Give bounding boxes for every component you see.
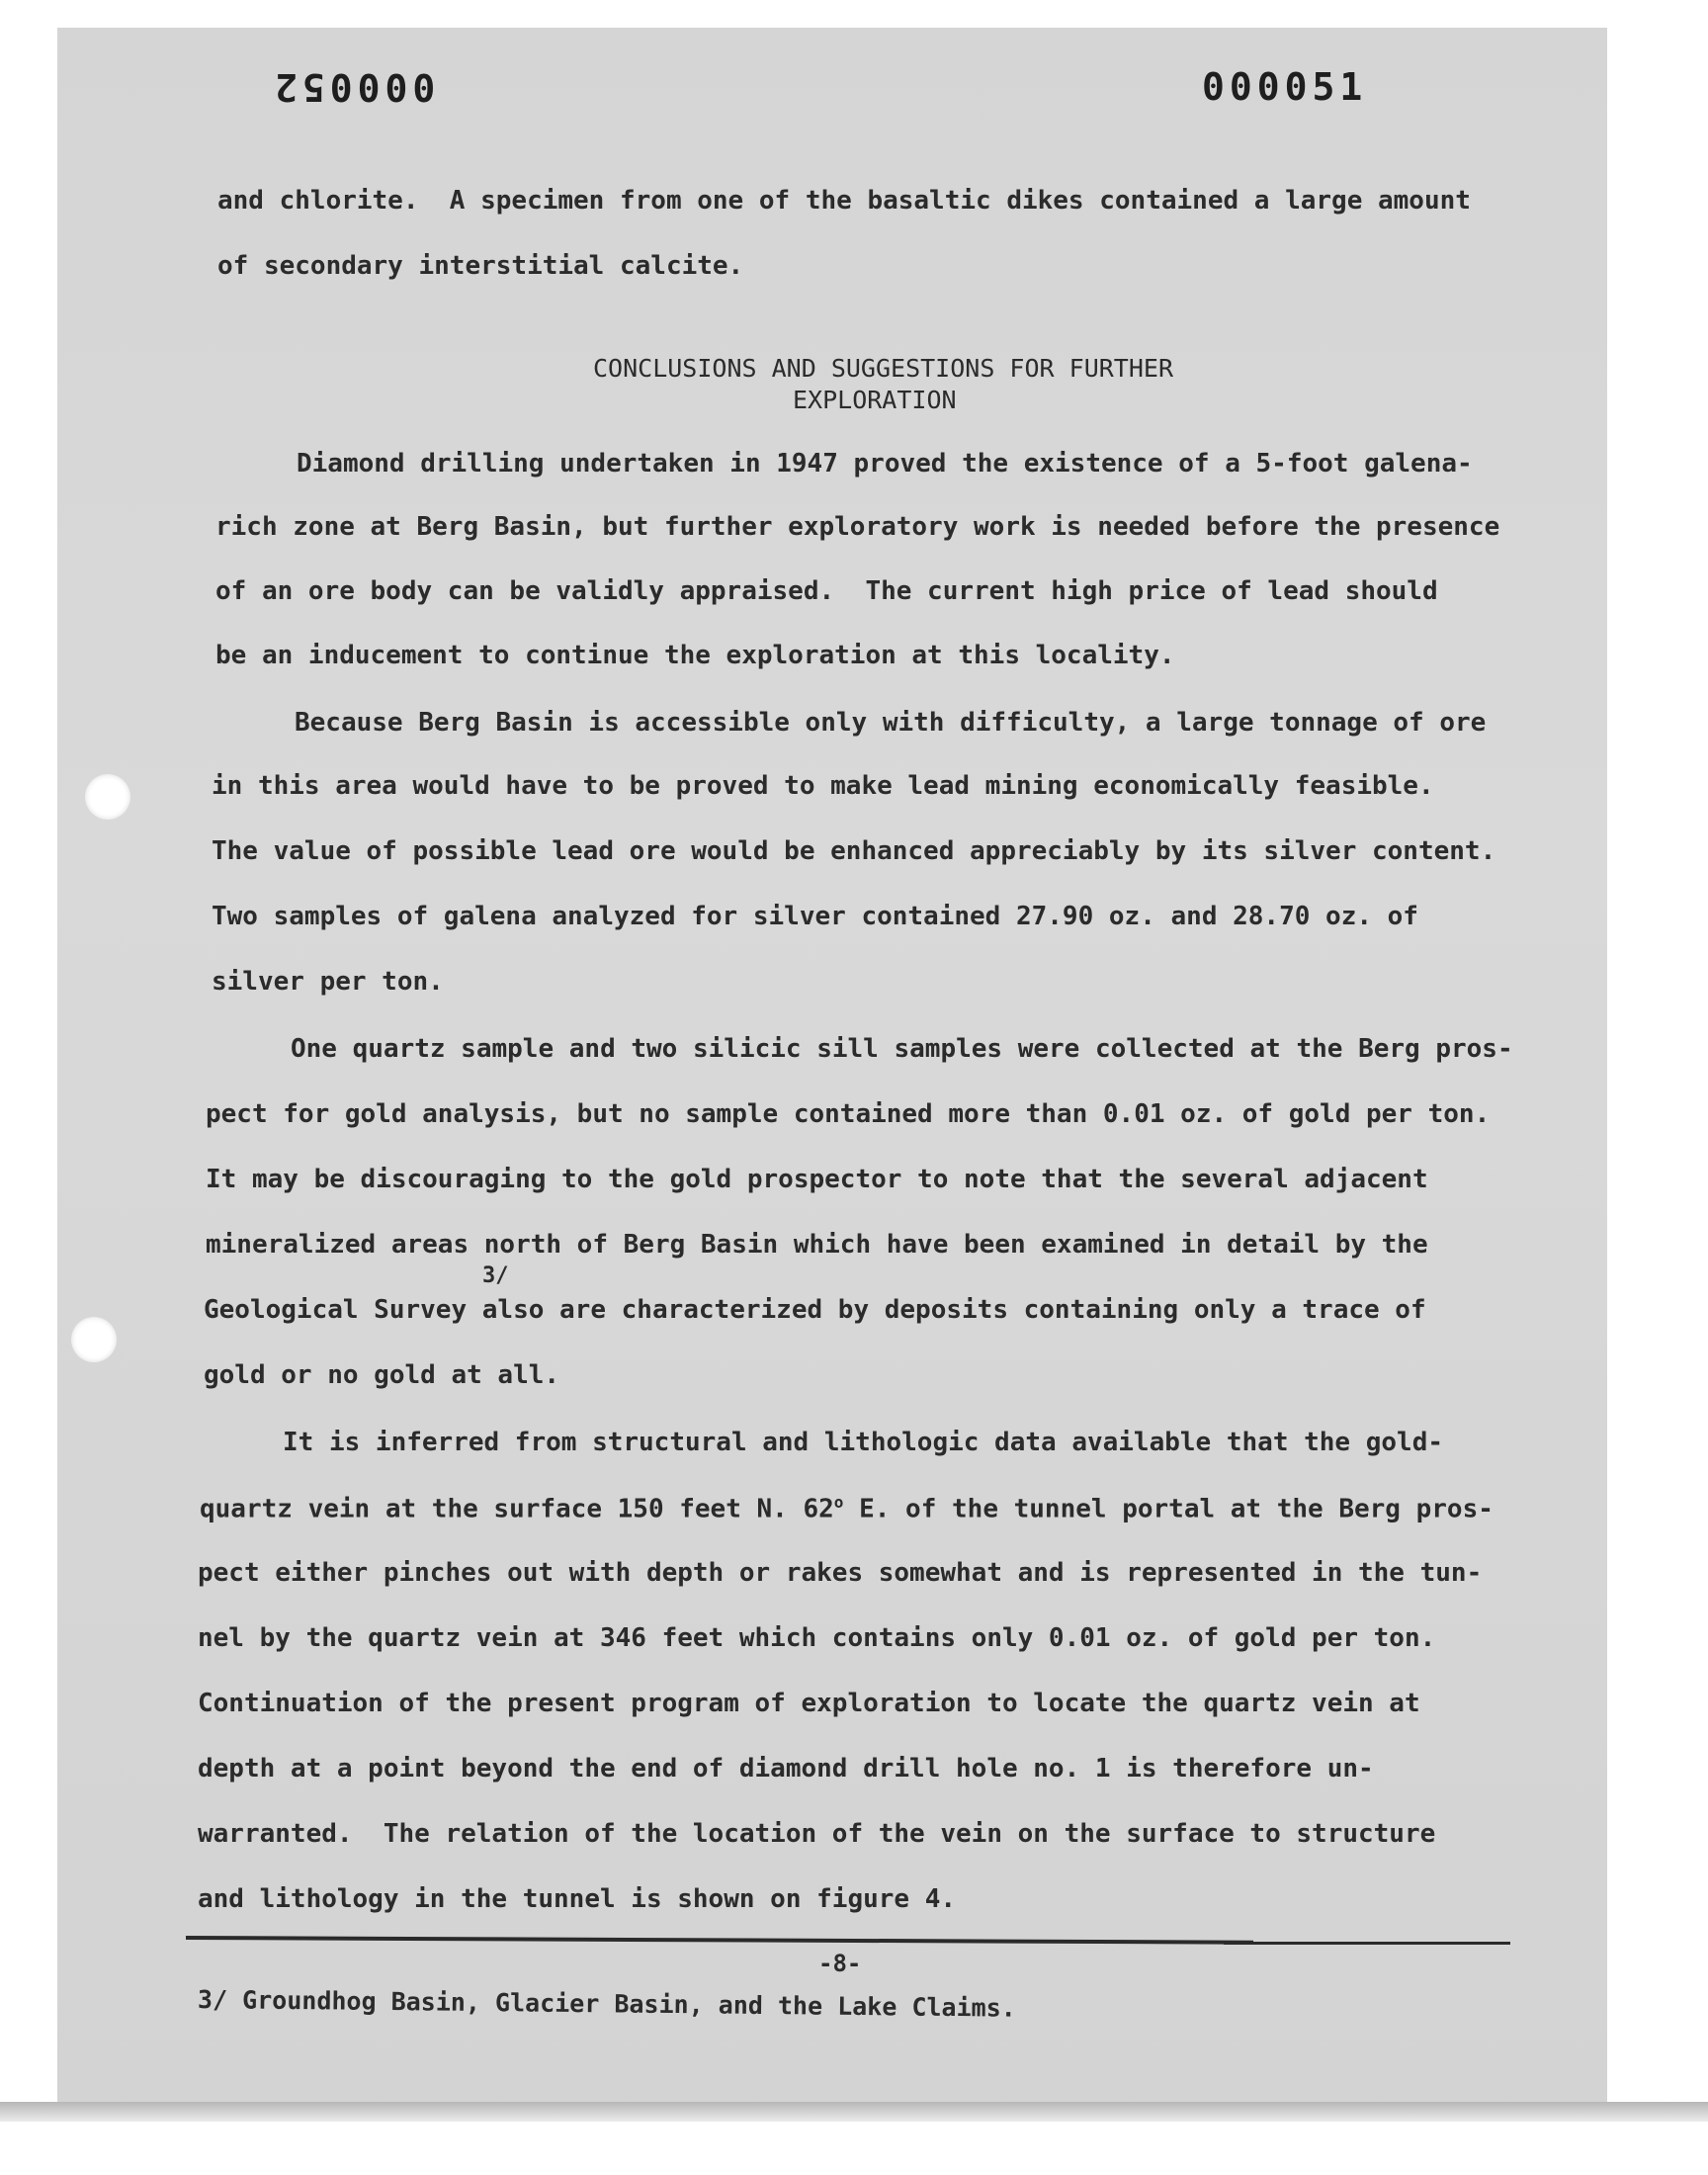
degree-symbol: o <box>833 1493 844 1512</box>
body-line-part: quartz vein at the surface 150 feet N. 62 <box>200 1494 834 1524</box>
body-line: of an ore body can be validly appraised. The current high price of lead should <box>215 576 1438 606</box>
footnote-reference: 3/ <box>482 1263 509 1288</box>
document-page <box>57 28 1607 2104</box>
body-line: One quartz sample and two silicic sill samples were collected at the Berg pros- <box>291 1034 1513 1064</box>
section-heading-line1: CONCLUSIONS AND SUGGESTIONS FOR FURTHER <box>593 354 1173 383</box>
body-line: gold or no gold at all. <box>204 1360 560 1390</box>
body-line: in this area would have to be proved to make lead mining economically feasible. <box>212 771 1434 801</box>
body-line-part: E. of the tunnel portal at the Berg pros- <box>859 1494 1494 1524</box>
stamp-number-inverted: 000052 <box>270 65 436 109</box>
body-line: Continuation of the present program of exploration to locate the quartz vein at <box>198 1689 1420 1718</box>
body-line: rich zone at Berg Basin, but further exploratory work is needed before the presence <box>215 512 1500 542</box>
stamp-number: 000051 <box>1202 65 1368 109</box>
body-line: silver per ton. <box>212 967 444 997</box>
punch-hole-bottom <box>71 1317 117 1362</box>
body-line: pect for gold analysis, but no sample contained more than 0.01 oz. of gold per ton. <box>206 1099 1491 1129</box>
page-number: -8- <box>818 1950 862 1977</box>
body-line: and chlorite. A specimen from one of the basaltic dikes contained a large amount <box>217 186 1471 216</box>
footnote-text: 3/ Groundhog Basin, Glacier Basin, and the Lake Claims. <box>197 1985 1016 2023</box>
body-line: Diamond drilling undertaken in 1947 proved the existence of a 5-foot galena- <box>297 449 1473 478</box>
body-line: pect either pinches out with depth or rakes somewhat and is represented in the tun- <box>198 1558 1483 1588</box>
body-line: It is inferred from structural and lithologic data available that the gold- <box>283 1428 1443 1457</box>
body-line: mineralized areas north of Berg Basin which have been examined in detail by the <box>206 1230 1428 1260</box>
body-line: It may be discouraging to the gold prospector to note that the several adjacent <box>206 1165 1428 1194</box>
scan-edge <box>0 2102 1708 2122</box>
punch-hole-top <box>85 774 130 820</box>
body-line: and lithology in the tunnel is shown on figure 4. <box>198 1884 957 1914</box>
body-line: Two samples of galena analyzed for silver contained 27.90 oz. and 28.70 oz. of <box>212 902 1418 931</box>
body-line: nel by the quartz vein at 346 feet which contains only 0.01 oz. of gold per ton. <box>198 1623 1436 1653</box>
body-line-degrees <box>200 1493 1494 1524</box>
body-line: Geological Survey also are characterized by deposits containing only a trace of <box>204 1295 1426 1325</box>
body-line: Because Berg Basin is accessible only with difficulty, a large tonnage of ore <box>295 708 1487 738</box>
body-line: of secondary interstitial calcite. <box>217 251 744 281</box>
body-line: be an inducement to continue the exploration at this locality. <box>215 641 1175 670</box>
body-line: depth at a point beyond the end of diamond drill hole no. 1 is therefore un- <box>198 1754 1374 1784</box>
footnote-rule <box>186 1936 1253 1945</box>
body-line: warranted. The relation of the location of the vein on the surface to structure <box>198 1819 1436 1849</box>
section-heading-line2: EXPLORATION <box>793 386 957 414</box>
footnote-rule-right <box>1224 1942 1510 1945</box>
body-line: The value of possible lead ore would be enhanced appreciably by its silver content. <box>212 836 1496 866</box>
